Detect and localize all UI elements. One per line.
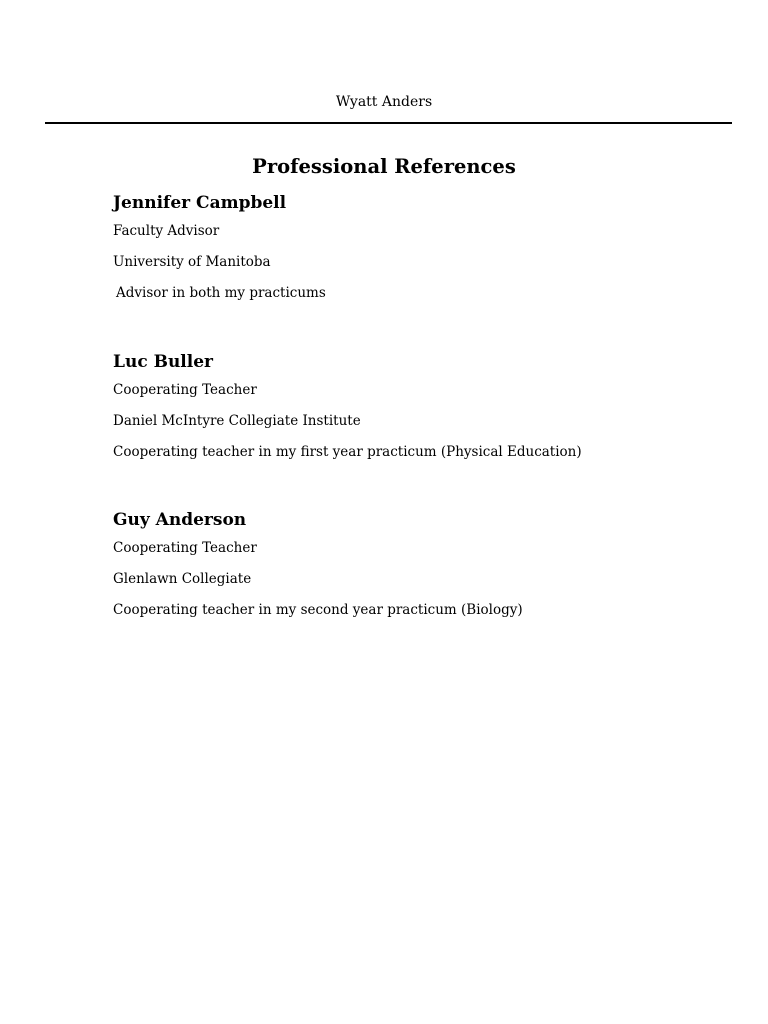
header-author-name: Wyatt Anders — [335, 94, 433, 110]
reference-name: Luc Buller — [113, 352, 213, 372]
reference-role: Cooperating Teacher — [113, 540, 257, 556]
reference-name: Jennifer Campbell — [113, 193, 287, 213]
reference-organization: University of Manitoba — [113, 254, 271, 270]
reference-relationship: Cooperating teacher in my first year practicum (Physical Education) — [113, 444, 582, 460]
reference-name: Guy Anderson — [113, 510, 247, 530]
reference-organization: Glenlawn Collegiate — [113, 571, 252, 587]
page-title: Professional References — [252, 155, 516, 178]
header-divider — [45, 122, 732, 124]
reference-guy-anderson — [113, 508, 733, 632]
reference-relationship: Advisor in both my practicums — [116, 285, 326, 301]
reference-role: Faculty Advisor — [113, 223, 220, 239]
reference-organization: Daniel McIntyre Collegiate Institute — [113, 413, 361, 429]
reference-jennifer-campbell — [113, 191, 733, 315]
reference-luc-buller — [113, 350, 733, 474]
reference-role: Cooperating Teacher — [113, 382, 257, 398]
reference-relationship: Cooperating teacher in my second year practicum (Biology) — [113, 602, 523, 618]
